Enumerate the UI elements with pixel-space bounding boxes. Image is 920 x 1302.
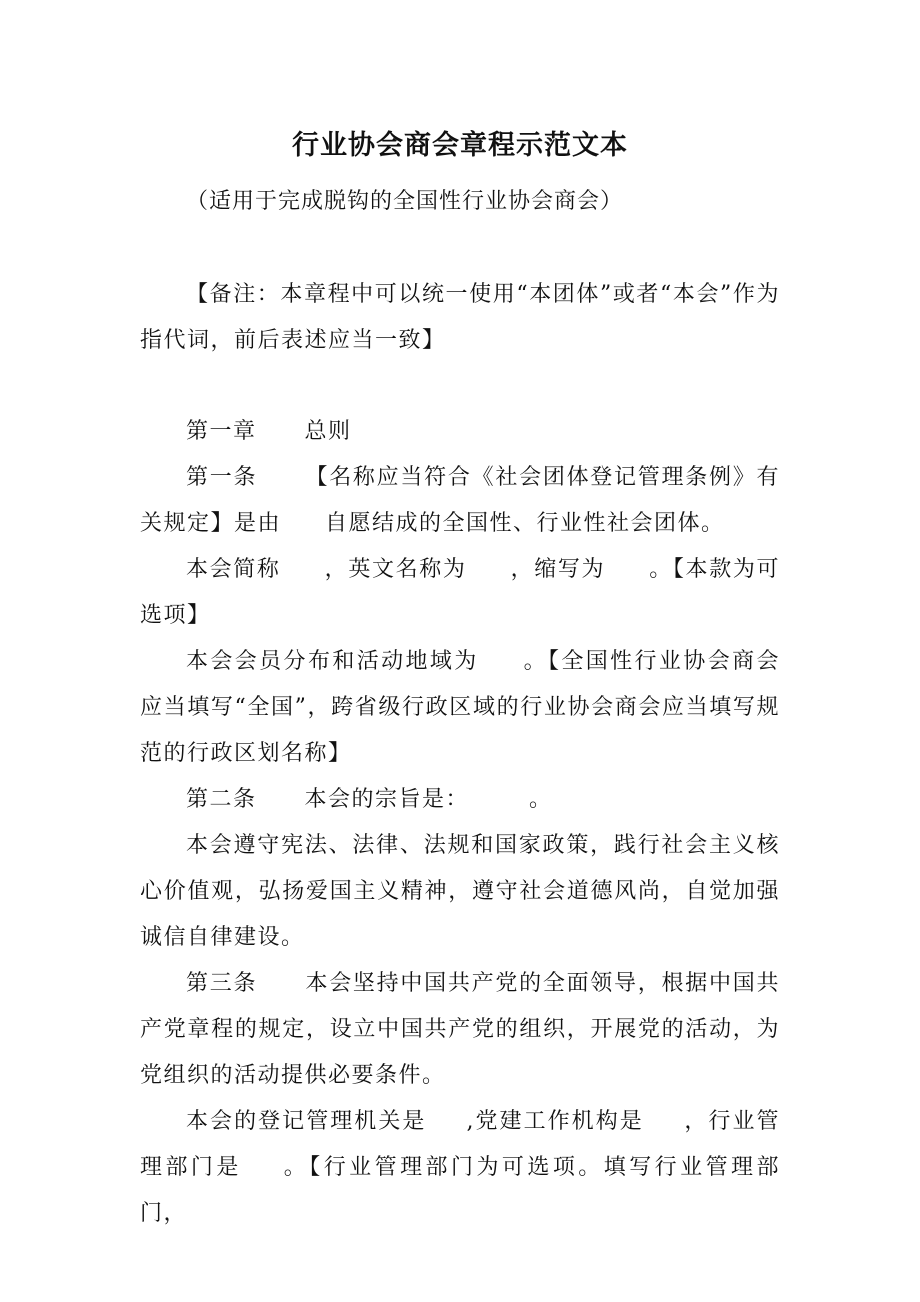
article-1-label: 第一条 xyxy=(186,465,258,490)
authorities-text-a: 本会的登记管理机关是 xyxy=(186,1109,427,1134)
authorities-clause xyxy=(140,1099,780,1237)
article-3 xyxy=(140,961,780,1099)
region-text-a: 本会会员分布和活动地域为 xyxy=(186,649,479,674)
editor-note: 【备注：本章程中可以统一使用“本团体”或者“本会”作为指代词，前后表述应当一致】 xyxy=(140,282,780,353)
document-subtitle: （适用于完成脱钩的全国性行业协会商会） xyxy=(186,189,624,214)
chapter-heading xyxy=(186,409,352,455)
region-clause xyxy=(140,639,780,777)
article-2-text-a: 本会的宗旨是： xyxy=(304,787,470,812)
region-text-b: 。【全国性行业协会商会应当填写“全国”，跨省级行政区域的行业协会商会应当填写规范的行政区划名称】 xyxy=(140,649,780,766)
values-clause: 本会遵守宪法、法律、法规和国家政策，践行社会主义核心价值观，弘扬爱国主义精神，遵守社会道德风尚，自觉加强诚信自律建设。 xyxy=(140,833,780,950)
abbrev-text-c: ，缩写为 xyxy=(510,557,606,582)
article-3-label: 第三条 xyxy=(186,971,258,996)
document-title: 行业协会商会章程示范文本 xyxy=(292,130,628,161)
article-2-text-b: 。 xyxy=(529,787,553,812)
article-1-text-b: 自愿结成的全国性、行业性社会团体。 xyxy=(325,511,725,536)
article-3-text: 本会坚持中国共产党的全面领导，根据中国共产党章程的规定，设立中国共产党的组织，开展党的活动，为党组织的活动提供必要条件。 xyxy=(140,971,780,1088)
authorities-text-b: ,党建工作机构是 xyxy=(466,1109,644,1134)
authorities-text-c: ，行业管理部门是 xyxy=(140,1109,780,1180)
article-1 xyxy=(140,455,780,547)
chapter-label: 第一章 xyxy=(186,419,257,444)
chapter-name: 总则 xyxy=(304,419,352,444)
abbrev-text-b: ，英文名称为 xyxy=(324,557,467,582)
article-2-label: 第二条 xyxy=(186,787,257,812)
abbreviation-clause xyxy=(140,547,780,639)
article-1-text-a: 【名称应当符合《社会团体登记管理条例》有关规定】是由 xyxy=(140,465,780,536)
abbrev-text-a: 本会简称 xyxy=(186,557,281,582)
abbrev-text-d: 。【本款为可选项】 xyxy=(140,557,780,628)
authorities-text-d: 。【行业管理部门为可选项。填写行业管理部门， xyxy=(140,1155,780,1226)
article-2 xyxy=(140,777,780,823)
